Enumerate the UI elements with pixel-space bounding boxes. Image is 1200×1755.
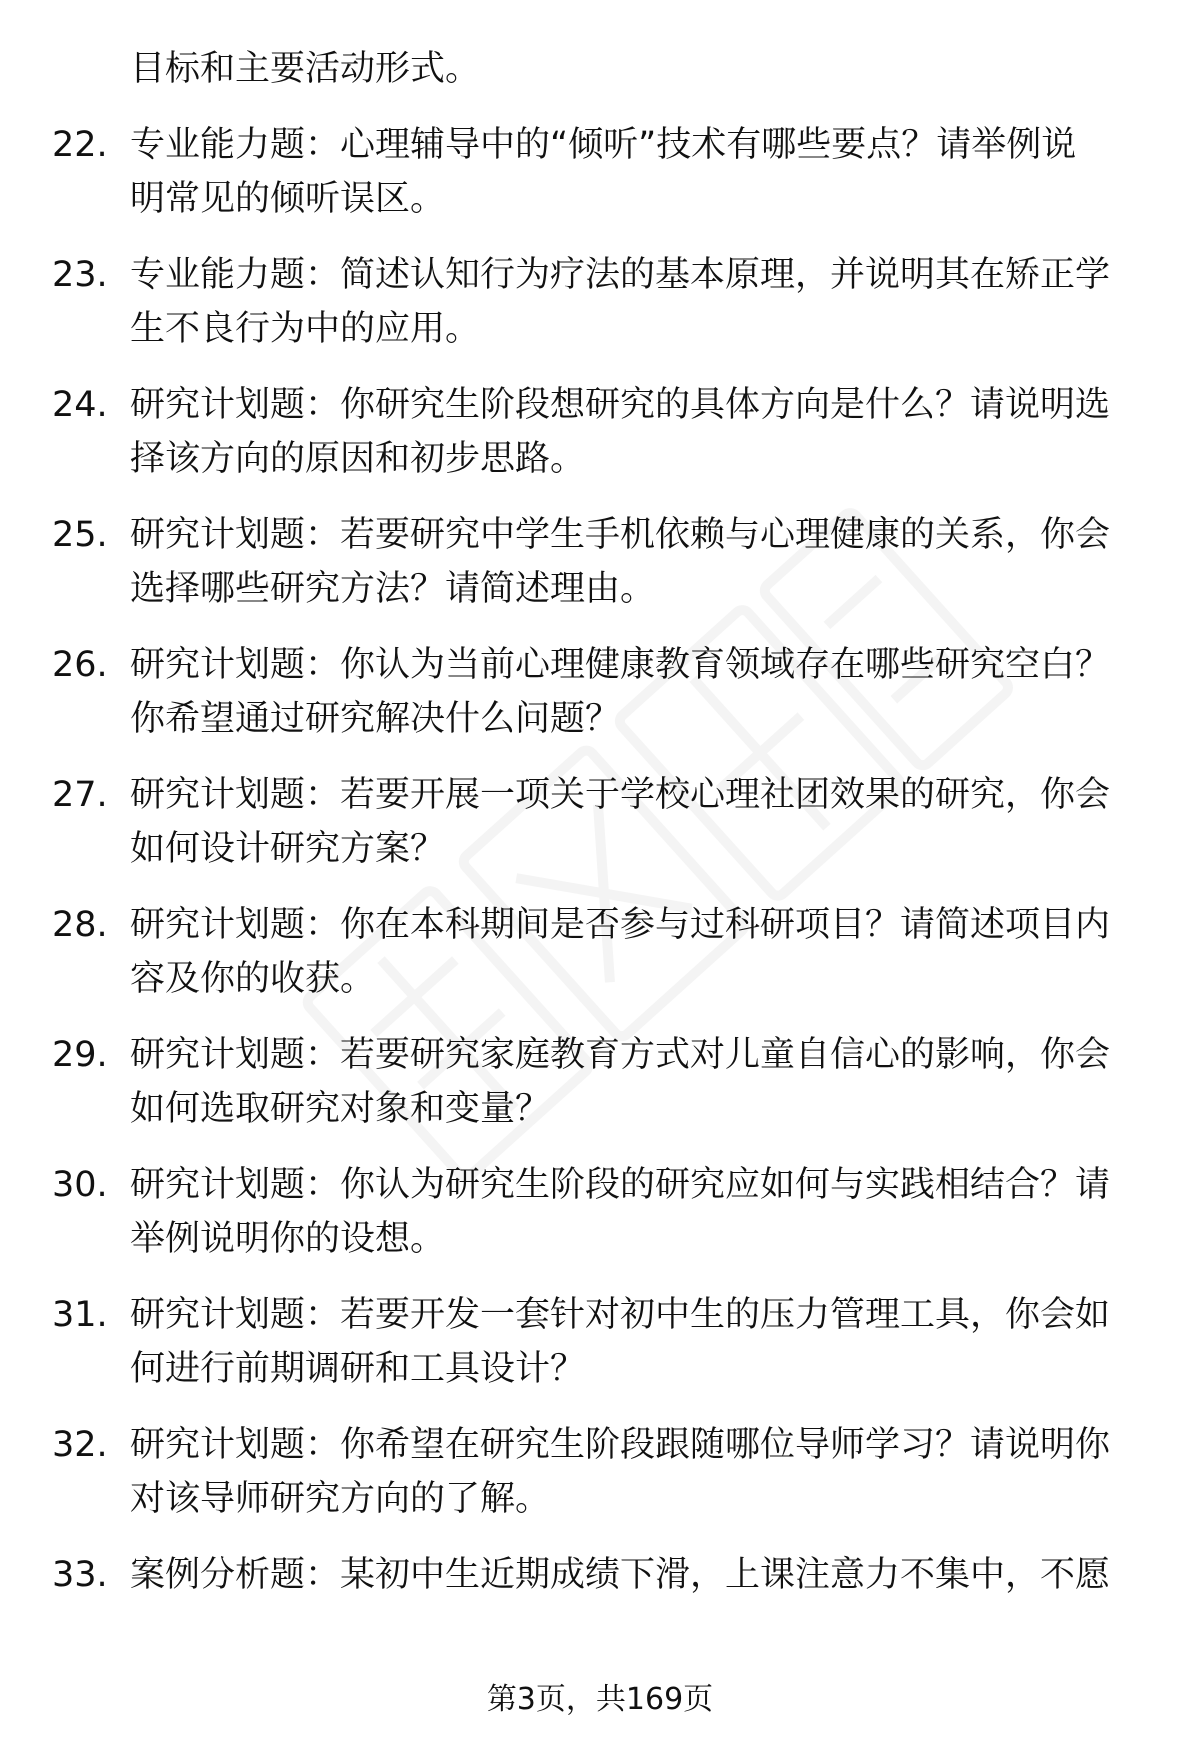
- question-line: 研究计划题：若要研究家庭教育方式对儿童自信心的影响，你会: [130, 1035, 1111, 1075]
- list-item: [0, 248, 1200, 378]
- list-item: [0, 508, 1200, 638]
- list-item: [0, 768, 1200, 898]
- question-number: 26.: [52, 645, 108, 685]
- question-line: 择该方向的原因和初步思路。: [130, 439, 586, 479]
- question-number: 23.: [52, 255, 108, 295]
- list-item: [0, 1548, 1200, 1678]
- question-number: 30.: [52, 1165, 108, 1205]
- question-line: 研究计划题：你在本科期间是否参与过科研项目？请简述项目内: [130, 905, 1111, 945]
- question-number: 22.: [52, 125, 108, 165]
- question-number: 31.: [52, 1295, 108, 1335]
- question-line: 举例说明你的设想。: [130, 1219, 446, 1259]
- question-number: 33.: [52, 1555, 108, 1595]
- question-number: 24.: [52, 385, 108, 425]
- question-text: [130, 248, 1140, 356]
- question-line: 研究计划题：若要开展一项关于学校心理社团效果的研究，你会: [130, 775, 1111, 815]
- list-item: [0, 1288, 1200, 1418]
- question-number: 32.: [52, 1425, 108, 1465]
- list-item: [0, 638, 1200, 768]
- question-line: 研究计划题：你希望在研究生阶段跟随哪位导师学习？请说明你: [130, 1425, 1111, 1465]
- question-text: [130, 1548, 1140, 1602]
- question-line: 研究计划题：你认为当前心理健康教育领域存在哪些研究空白？: [130, 645, 1111, 685]
- list-item: [0, 1028, 1200, 1158]
- list-item: [0, 1158, 1200, 1288]
- question-line: 容及你的收获。: [130, 959, 376, 999]
- question-text: [130, 768, 1140, 876]
- question-line: 你希望通过研究解决什么问题？: [130, 699, 621, 739]
- question-line: 研究计划题：若要开发一套针对初中生的压力管理工具，你会如: [130, 1295, 1111, 1335]
- question-line: 专业能力题：简述认知行为疗法的基本原理，并说明其在矫正学: [130, 255, 1111, 295]
- question-text: [130, 1028, 1140, 1136]
- question-text: [130, 1288, 1140, 1396]
- question-number: 29.: [52, 1035, 108, 1075]
- question-text: [130, 898, 1140, 1006]
- question-text: [130, 638, 1140, 746]
- question-number: 28.: [52, 905, 108, 945]
- question-line: 研究计划题：你研究生阶段想研究的具体方向是什么？请说明选: [130, 385, 1111, 425]
- continuation-text: 目标和主要活动形式。: [130, 49, 481, 89]
- question-line: 如何选取研究对象和变量？: [130, 1089, 551, 1129]
- question-line: 何进行前期调研和工具设计？: [130, 1349, 586, 1389]
- list-item: [0, 1418, 1200, 1548]
- question-text: [130, 378, 1140, 486]
- question-number: 27.: [52, 775, 108, 815]
- page-number-footer: 第3页，共169页: [486, 1682, 714, 1717]
- question-text: [130, 1418, 1140, 1526]
- question-line: 如何设计研究方案？: [130, 829, 446, 869]
- question-line: 研究计划题：若要研究中学生手机依赖与心理健康的关系，你会: [130, 515, 1111, 555]
- question-line: 明常见的倾听误区。: [130, 179, 446, 219]
- list-item: [0, 378, 1200, 508]
- question-line: 研究计划题：你认为研究生阶段的研究应如何与实践相结合？请: [130, 1165, 1111, 1205]
- question-line: 专业能力题：心理辅导中的“倾听”技术有哪些要点？请举例说: [130, 125, 1077, 165]
- document-body: [0, 42, 1200, 1678]
- question-line: 对该导师研究方向的了解。: [130, 1479, 551, 1519]
- question-text: [130, 1158, 1140, 1266]
- question-text: [130, 508, 1140, 616]
- question-line: 生不良行为中的应用。: [130, 309, 481, 349]
- question-line: 选择哪些研究方法？请简述理由。: [130, 569, 656, 609]
- question-number: 25.: [52, 515, 108, 555]
- list-item: [0, 898, 1200, 1028]
- question-text: [130, 118, 1140, 226]
- question-line: 案例分析题：某初中生近期成绩下滑，上课注意力不集中，不愿: [130, 1555, 1111, 1595]
- list-item: [0, 118, 1200, 248]
